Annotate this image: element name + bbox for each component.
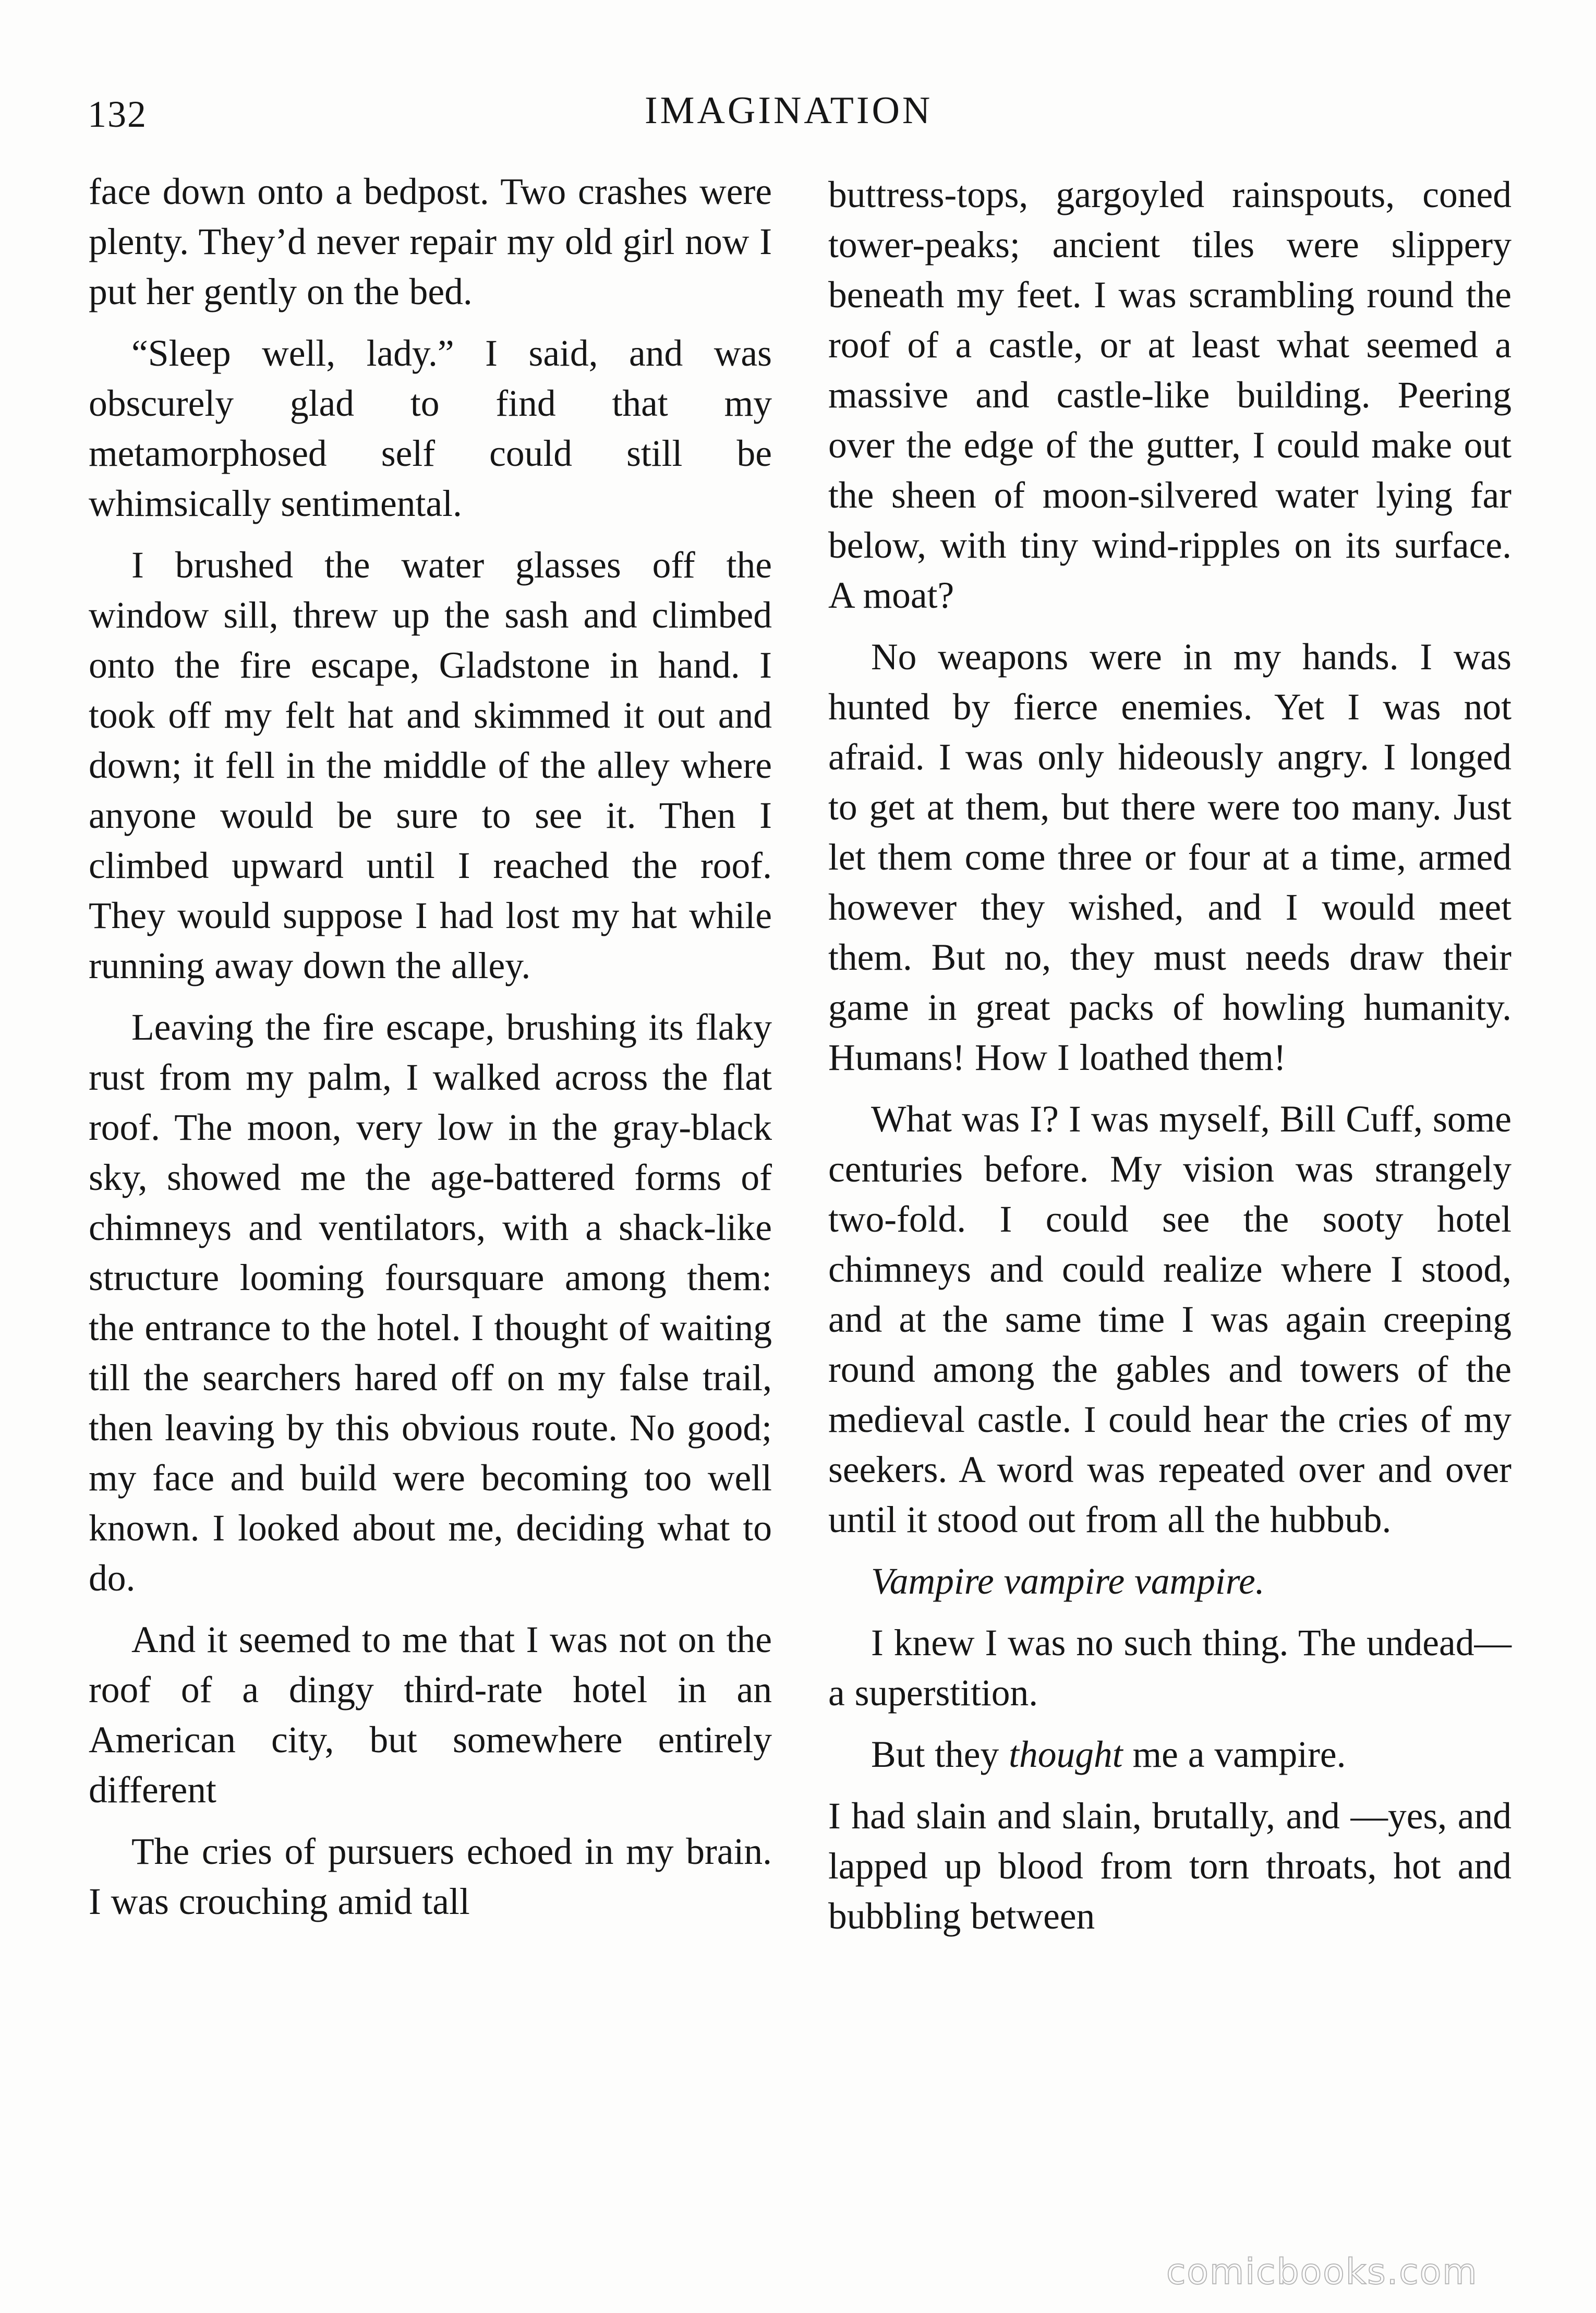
paragraph: I brushed the water glasses off the window sill, threw up the sash and climbed onto the fire escape, Gladstone in hand. I took off my felt hat and skimmed it out and down; it fell in the middle of the alley where anyone would be sure to see it. Then I climbed upward until I reached the roof. They would suppose I had lost my hat while running away down the alley.: [89, 545, 772, 986]
paragraph: I knew I was no such thing. The undead— a superstition.: [828, 1622, 1512, 1714]
paragraph: No weapons were in my hands. I was hunted by fierce enemies. Yet I was not afraid. I was only hideously angry. I longed to get at them, but there were too many. Just let them come three or four at a time, armed however they wished, and I would meet them. But no, they must needs draw their game in great packs of howling humanity. Humans! How I loathed them!: [828, 636, 1512, 1078]
paragraph: “Sleep well, lady.” I said, and was obscurely glad to find that my metamorphosed self could still be whimsically sentimental.: [89, 333, 772, 524]
emphasis-text: thought: [1009, 1734, 1123, 1775]
text-run: But they: [871, 1734, 1009, 1775]
italic-chant: Vampire vampire vampire.: [871, 1561, 1265, 1602]
right-column: [828, 170, 1512, 1953]
left-column: [89, 167, 772, 1938]
paragraph: What was I? I was myself, Bill Cuff, some centuries before. My vision was strangely two-fold. I could see the sooty hotel chimneys and could realize where I stood, and at the same time I was again creeping round among the gables and towers of the medieval castle. I could hear the cries of my seekers. A word was repeated over and over until it stood out from all the hubbub.: [828, 1099, 1512, 1540]
paragraph: buttress-tops, gargoyled rainspouts, coned tower-peaks; ancient tiles were slippery beneath my feet. I was scrambling round the roof of a castle, or at least what seemed a massive and castle-like building. Peering over the edge of the gutter, I could make out the sheen of moon-silvered water lying far below, with tiny wind-ripples on its surface. A moat?: [828, 174, 1512, 616]
paragraph: Leaving the fire escape, brushing its flaky rust from my palm, I walked across the flat roof. The moon, very low in the gray-black sky, showed me the age-battered forms of chimneys and ventilators, with a shack-like structure looming foursquare among them: the entrance to the hotel. I thought of waiting till the searchers hared off on my false trail, then leaving by this obvious route. No good; my face and build were becoming too well known. I looked about me, deciding what to do.: [89, 1007, 772, 1599]
page-number: 132: [88, 93, 147, 135]
paragraph: [828, 1730, 1512, 1780]
page-header: [0, 89, 1596, 146]
paragraph: The cries of pursuers echoed in my brain. I was crouching amid tall: [89, 1831, 772, 1922]
paragraph: I had slain and slain, brutally, and —yes, and lapped up blood from torn throats, hot and bubbling between: [828, 1796, 1512, 1937]
paragraph: And it seemed to me that I was not on the roof of a dingy third-rate hotel in an American city, but somewhere entirely different: [89, 1619, 772, 1811]
watermark: comicbooks.com: [1166, 2251, 1478, 2293]
text-run: me a vampire.: [1122, 1734, 1346, 1775]
paragraph: face down onto a bedpost. Two crashes were plenty. They’d never repair my old girl now I put her gently on the bed.: [89, 171, 772, 312]
running-title: IMAGINATION: [645, 89, 933, 132]
